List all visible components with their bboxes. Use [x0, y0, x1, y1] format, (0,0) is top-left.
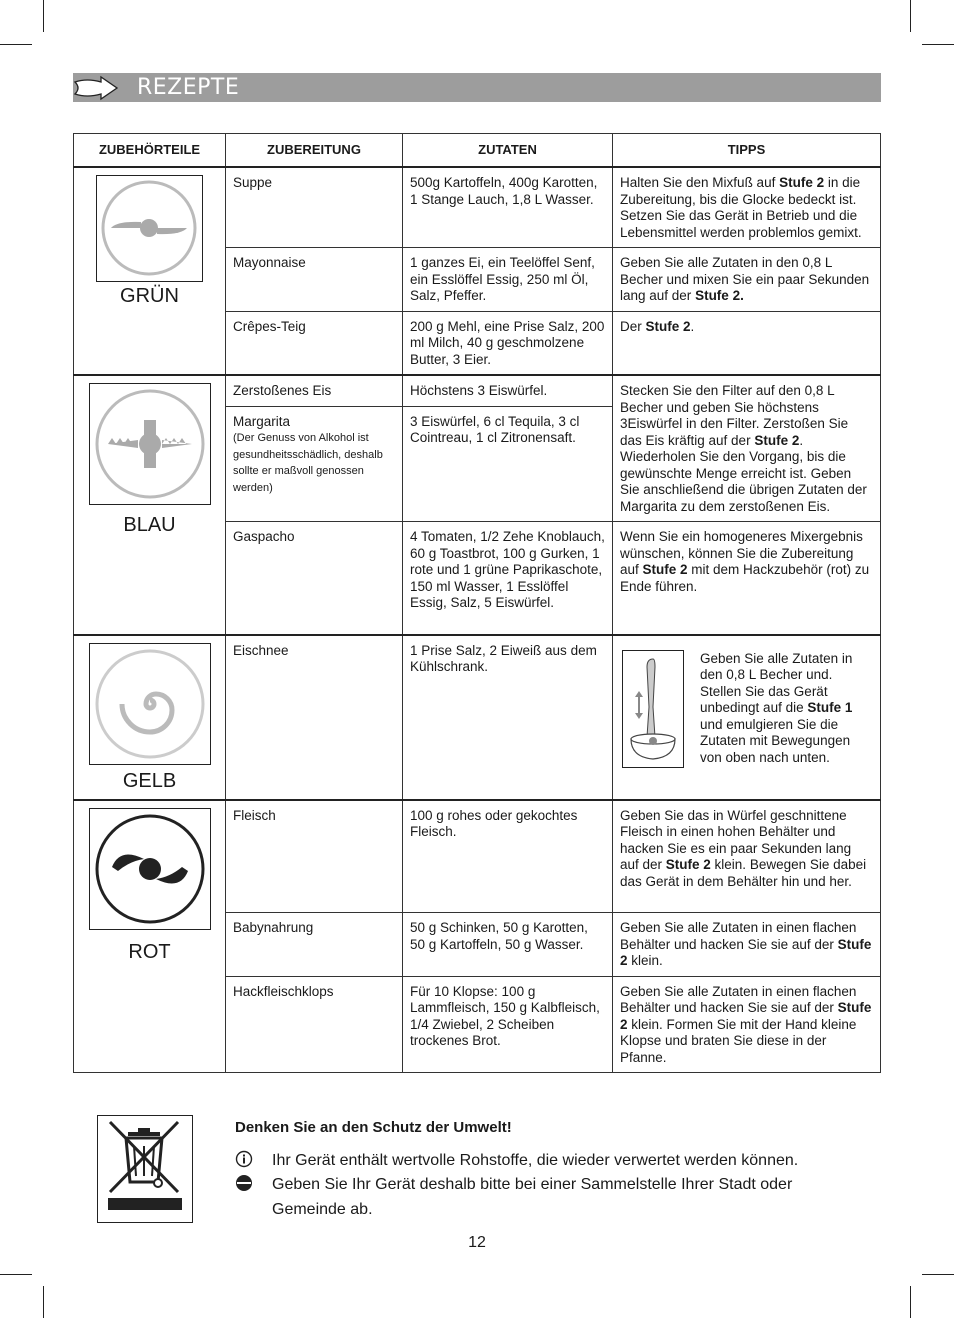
- prep-cell: Mayonnaise: [226, 248, 403, 312]
- tip-cell: [613, 167, 881, 248]
- page-title: REZEPTE: [137, 75, 240, 100]
- table-row: [74, 635, 881, 800]
- table-row: [74, 167, 881, 248]
- prep-title: Margarita: [233, 413, 291, 429]
- crop-mark: [910, 1286, 911, 1318]
- ingredients-cell: 3 Eiswürfel, 6 cl Tequila, 3 cl Cointreau, 1 cl Zitronensaft.: [403, 406, 613, 521]
- tip-text: Geben Sie alle Zutaten in den 0,8 L Becher und. Stellen Sie das Gerät unbedingt auf die: [700, 650, 853, 716]
- table-row: [74, 375, 881, 406]
- tip-emphasis: Stufe 2: [620, 936, 872, 968]
- column-header: ZUTATEN: [403, 134, 613, 168]
- accessory-cell-green: [74, 167, 226, 375]
- ingredients-cell: 100 g rohes oder gekochtes Fleisch.: [403, 800, 613, 913]
- column-header: ZUBEHÖRTEILE: [74, 134, 226, 168]
- accessory-label: BLAU: [123, 514, 176, 536]
- crop-mark: [922, 1274, 954, 1275]
- crop-mark: [0, 1274, 32, 1275]
- tip-text: Stecken Sie den Filter auf den 0,8 L Becher und geben Sie höchstens 3Eiswürfel in den Filter. Zerstoßen Sie das Eis kräftig auf der: [620, 383, 849, 448]
- prep-cell: [226, 406, 403, 521]
- section-title-bar: [73, 73, 881, 102]
- prep-cell: Gaspacho: [226, 522, 403, 635]
- tip-text: .: [690, 318, 695, 334]
- tip-emphasis: Stufe 2: [665, 857, 711, 872]
- tip-cell: [613, 248, 881, 312]
- tip-cell: [613, 976, 881, 1073]
- alcohol-note: (Der Genuss von Alkohol ist gesundheitsschädlich, deshalb sollte er maßvoll genossen werden): [233, 432, 383, 494]
- hand-mixer-icon: [622, 650, 684, 768]
- page-number: 12: [468, 1234, 486, 1251]
- table-header: [74, 134, 881, 168]
- tip-text: klein. Formen Sie mit der Hand kleine Klopse und braten Sie diese in der Pfanne.: [620, 1016, 857, 1065]
- prep-cell: Crêpes-Teig: [226, 311, 403, 375]
- tip-text: . Wiederholen Sie den Vorgang, bis die gewünschte Menge erreicht ist. Geben Sie anschließend die übrigen Zutaten der Margarita zu dem zerstoßenen Eis.: [620, 432, 867, 514]
- prep-cell: Hackfleischklops: [226, 976, 403, 1073]
- accessory-label: GELB: [122, 769, 177, 792]
- environment-line: [235, 1173, 855, 1222]
- crop-mark: [0, 44, 32, 45]
- prep-cell: Fleisch: [226, 800, 403, 913]
- accessory-cell-yellow: [74, 635, 226, 800]
- arrow-icon: [73, 73, 123, 102]
- tip-text: Geben Sie alle Zutaten in den 0,8 L Becher und mixen Sie ein paar Sekunden lang auf der: [620, 255, 870, 303]
- accessory-cell-blue: [74, 375, 226, 635]
- crop-mark: [910, 0, 911, 32]
- crop-mark: [43, 1286, 44, 1318]
- tip-emphasis: Stufe 2: [642, 562, 688, 577]
- ingredients-cell: 500g Kartoffeln, 400g Karotten, 1 Stange Lauch, 1,8 L Wasser.: [403, 167, 613, 248]
- environment-notice: [235, 1116, 855, 1222]
- column-header: ZUBEREITUNG: [226, 134, 403, 168]
- environment-line: [235, 1149, 855, 1174]
- accessory-label: ROT: [128, 940, 171, 963]
- ingredients-cell: 4 Tomaten, 1/2 Zehe Knoblauch, 60 g Toastbrot, 100 g Gurken, 1 rote und 1 grüne Paprikaschote, 150 ml Wasser, 1 Esslöffel Essig, Salz, 5 Eiswürfel.: [403, 522, 613, 635]
- crop-mark: [43, 0, 44, 32]
- ingredients-cell: Für 10 Klopse: 100 g Lammfleisch, 150 g Kalbfleisch, 1/4 Zwiebel, 2 Scheiben trockenes Brot.: [403, 976, 613, 1073]
- tip-text: Der: [620, 318, 646, 334]
- column-header: TIPPS: [613, 134, 881, 168]
- blue-crusher-icon: [89, 383, 211, 505]
- ingredients-cell: Höchstens 3 Eiswürfel.: [403, 375, 613, 406]
- tip-text: Halten Sie den Mixfuß auf: [620, 175, 780, 190]
- tip-cell: [613, 311, 881, 375]
- tip-text: Wenn Sie ein homogeneres Mixergebnis wünschen, können Sie die Zubereitung auf: [620, 529, 863, 577]
- prep-cell: Zerstoßenes Eis: [226, 375, 403, 406]
- tip-emphasis: Stufe 2: [645, 318, 691, 334]
- tip-text: Geben Sie alle Zutaten in einen flachen Behälter und hacken Sie sie auf der: [620, 983, 857, 1015]
- crop-mark: [922, 44, 954, 45]
- red-chopper-icon: [89, 808, 211, 930]
- yellow-whisk-icon: [89, 643, 211, 765]
- ingredients-cell: 1 Prise Salz, 2 Eiweiß aus dem Kühlschrank.: [403, 635, 613, 800]
- environment-heading: Denken Sie an den Schutz der Umwelt!: [235, 1119, 512, 1136]
- ingredients-cell: 50 g Schinken, 50 g Karotten, 50 g Kartoffeln, 50 g Wasser.: [403, 913, 613, 977]
- tip-text: klein. Bewegen Sie dabei das Gerät in dem Behälter hin und her.: [620, 857, 867, 889]
- tip-cell: [613, 375, 881, 522]
- tip-cell: [613, 913, 881, 977]
- tip-text: Geben Sie das in Würfel geschnittene Fleisch in einen hohen Behälter und hacken Sie es ein paar Sekunden lang auf der: [620, 807, 852, 872]
- environment-text: Geben Sie Ihr Gerät deshalb bitte bei einer Sammelstelle Ihrer Stadt oder Gemeinde ab.: [272, 1176, 793, 1218]
- tip-cell: [613, 635, 881, 800]
- green-blade-icon: [96, 175, 203, 282]
- recycle-symbol-icon: [235, 1173, 272, 1222]
- tip-text: klein.: [627, 953, 663, 968]
- tip-text: mit dem Hackzubehör (rot) zu Ende führen.: [620, 562, 870, 594]
- tip-emphasis: Stufe 1: [807, 700, 853, 716]
- tip-text: Geben Sie alle Zutaten in einen flachen Behälter und hacken Sie sie auf der: [620, 920, 857, 952]
- tip-text: und emulgieren Sie die Zutaten mit Bewegungen von oben nach unten.: [700, 716, 851, 765]
- tip-emphasis: Stufe 2: [779, 175, 825, 190]
- tip-emphasis: Stufe 2: [620, 1000, 872, 1032]
- prep-cell: Eischnee: [226, 635, 403, 800]
- accessory-label: GRÜN: [120, 285, 179, 307]
- ingredients-cell: 1 ganzes Ei, ein Teelöffel Senf, ein Esslöffel Essig, 250 ml Öl, Salz, Pfeffer.: [403, 248, 613, 312]
- tip-cell: [613, 522, 881, 635]
- recipe-table: [73, 133, 881, 1073]
- ingredients-cell: 200 g Mehl, eine Prise Salz, 200 ml Milch, 40 g geschmolzene Butter, 3 Eier.: [403, 311, 613, 375]
- tip-emphasis: Stufe 2: [754, 432, 800, 448]
- environment-text: Ihr Gerät enthält wertvolle Rohstoffe, die wieder verwertet werden können.: [272, 1151, 799, 1169]
- accessory-cell-red: [74, 800, 226, 1073]
- tip-text: in die Zubereitung, bis die Glocke bedeckt ist. Setzen Sie das Gerät in Betrieb und die Lebensmittel werden problemlos gemixt.: [620, 175, 862, 240]
- tip-emphasis: Stufe 2.: [695, 288, 744, 303]
- prep-cell: Suppe: [226, 167, 403, 248]
- crossed-bin-icon: [97, 1115, 193, 1223]
- tip-text-block: [700, 651, 873, 767]
- tip-cell: [613, 800, 881, 913]
- table-row: [74, 800, 881, 913]
- info-icon: [235, 1149, 272, 1174]
- prep-cell: Babynahrung: [226, 913, 403, 977]
